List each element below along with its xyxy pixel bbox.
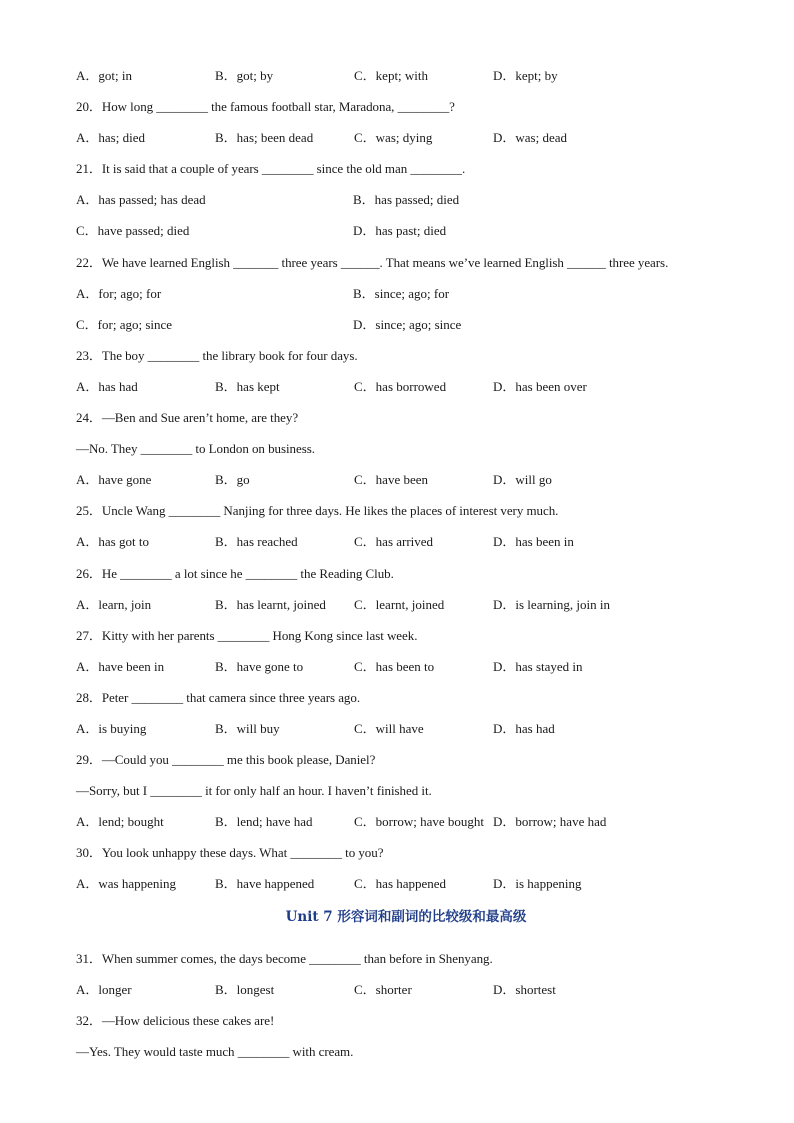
answer-option: B．have gone to (215, 658, 304, 674)
answer-option: D．was; dead (493, 130, 568, 146)
answer-option: A．has had (76, 378, 138, 394)
answer-option: A．is buying (76, 720, 147, 736)
answer-option: C．borrow; have bought (354, 814, 484, 830)
question-line: 28．Peter ________ that camera since three years ago. (76, 689, 361, 705)
answer-option: B．longest (215, 981, 275, 997)
question-line: 31．When summer comes, the days become ________ than before in Shenyang. (76, 950, 493, 966)
answer-option: A．has passed; has dead (76, 192, 206, 208)
question-line: 25．Uncle Wang ________ Nanjing for three days. He likes the places of interest very much. (76, 503, 559, 519)
section-heading: Unit 7 形容词和副词的比较级和最高级 (285, 908, 527, 925)
question-line: —No. They ________ to London on business. (76, 441, 315, 457)
answer-option: B．has learnt, joined (215, 596, 326, 612)
question-line: 26．He ________ a lot since he ________ the Reading Club. (76, 565, 394, 581)
answer-options (76, 377, 736, 408)
question-line: 21．It is said that a couple of years ________ since the old man ________. (76, 161, 466, 177)
answer-options (76, 315, 736, 346)
answer-option: C．has been to (354, 658, 435, 674)
answer-options (76, 190, 736, 221)
answer-option: A．have gone (76, 472, 152, 488)
answer-options (76, 657, 736, 688)
question-line: 27．Kitty with her parents ________ Hong Kong since last week. (76, 627, 418, 643)
question-list (76, 66, 736, 1073)
answer-option: B．go (215, 472, 250, 488)
answer-option: C．have been (354, 472, 429, 488)
question-line: 29．—Could you ________ me this book please, Daniel? (76, 752, 376, 768)
question-line: 20．How long ________ the famous football star, Maradona, ________? (76, 99, 455, 115)
answer-option: D．shortest (493, 981, 556, 997)
question-line: 22．We have learned English _______ three years ______. That means we’ve learned English ______ three years. (76, 254, 669, 270)
answer-option: C．will have (354, 720, 424, 736)
answer-option: D．has been over (493, 378, 587, 394)
answer-option: C．have passed; died (76, 223, 190, 239)
answer-option: B．has; been dead (215, 130, 314, 146)
answer-options (76, 719, 736, 750)
answer-options (76, 221, 736, 252)
answer-options (76, 812, 736, 843)
answer-option: B．has passed; died (353, 192, 460, 208)
answer-option: B．lend; have had (215, 814, 313, 830)
answer-option: A．have been in (76, 658, 165, 674)
answer-option: B．have happened (215, 876, 315, 892)
question-line: 30．You look unhappy these days. What ________ to you? (76, 845, 384, 861)
answer-option: A．lend; bought (76, 814, 164, 830)
answer-option: B．will buy (215, 720, 280, 736)
answer-option: A．learn, join (76, 596, 152, 612)
answer-option: B．has kept (215, 378, 280, 394)
answer-options (76, 284, 736, 315)
answer-options (76, 874, 736, 905)
answer-options (76, 532, 736, 563)
answer-option: C．kept; with (354, 68, 429, 83)
answer-option: D．has stayed in (493, 658, 583, 674)
answer-options (76, 470, 736, 501)
answer-options (76, 980, 736, 1011)
answer-option: A．has; died (76, 130, 145, 146)
answer-option: B．got; by (215, 68, 274, 83)
answer-option: A．got; in (76, 68, 132, 83)
answer-option: A．has got to (76, 534, 149, 550)
answer-options (76, 66, 736, 97)
answer-option: C．learnt, joined (354, 596, 445, 612)
answer-option: A．was happening (76, 876, 177, 892)
answer-option: C．for; ago; since (76, 316, 173, 332)
answer-option: C．shorter (354, 981, 412, 997)
answer-option: B．since; ago; for (353, 285, 450, 301)
answer-option: D．borrow; have had (493, 814, 607, 830)
answer-option: C．has arrived (354, 534, 434, 550)
answer-option: D．since; ago; since (353, 316, 462, 332)
answer-option: B．has reached (215, 534, 298, 550)
answer-option: D．has past; died (353, 223, 447, 239)
answer-option: D．has been in (493, 534, 574, 550)
answer-option: A．for; ago; for (76, 285, 162, 301)
question-line: 23．The boy ________ the library book for four days. (76, 347, 358, 363)
question-line: —Sorry, but I ________ it for only half an hour. I haven’t finished it. (76, 783, 432, 799)
answer-option: A．longer (76, 981, 132, 997)
answer-option: C．was; dying (354, 130, 433, 146)
answer-option: D．is learning, join in (493, 596, 610, 612)
answer-options (76, 595, 736, 626)
answer-option: C．has borrowed (354, 378, 447, 394)
answer-option: D．is happening (493, 876, 582, 892)
question-line: 32．—How delicious these cakes are! (76, 1012, 275, 1028)
answer-option: D．will go (493, 472, 552, 488)
answer-option: C．has happened (354, 876, 447, 892)
question-line: —Yes. They would taste much ________ with cream. (76, 1043, 354, 1059)
question-line: 24．—Ben and Sue aren’t home, are they? (76, 410, 299, 426)
answer-option: D．has had (493, 720, 555, 736)
answer-options (76, 128, 736, 159)
answer-option: D．kept; by (493, 68, 558, 83)
